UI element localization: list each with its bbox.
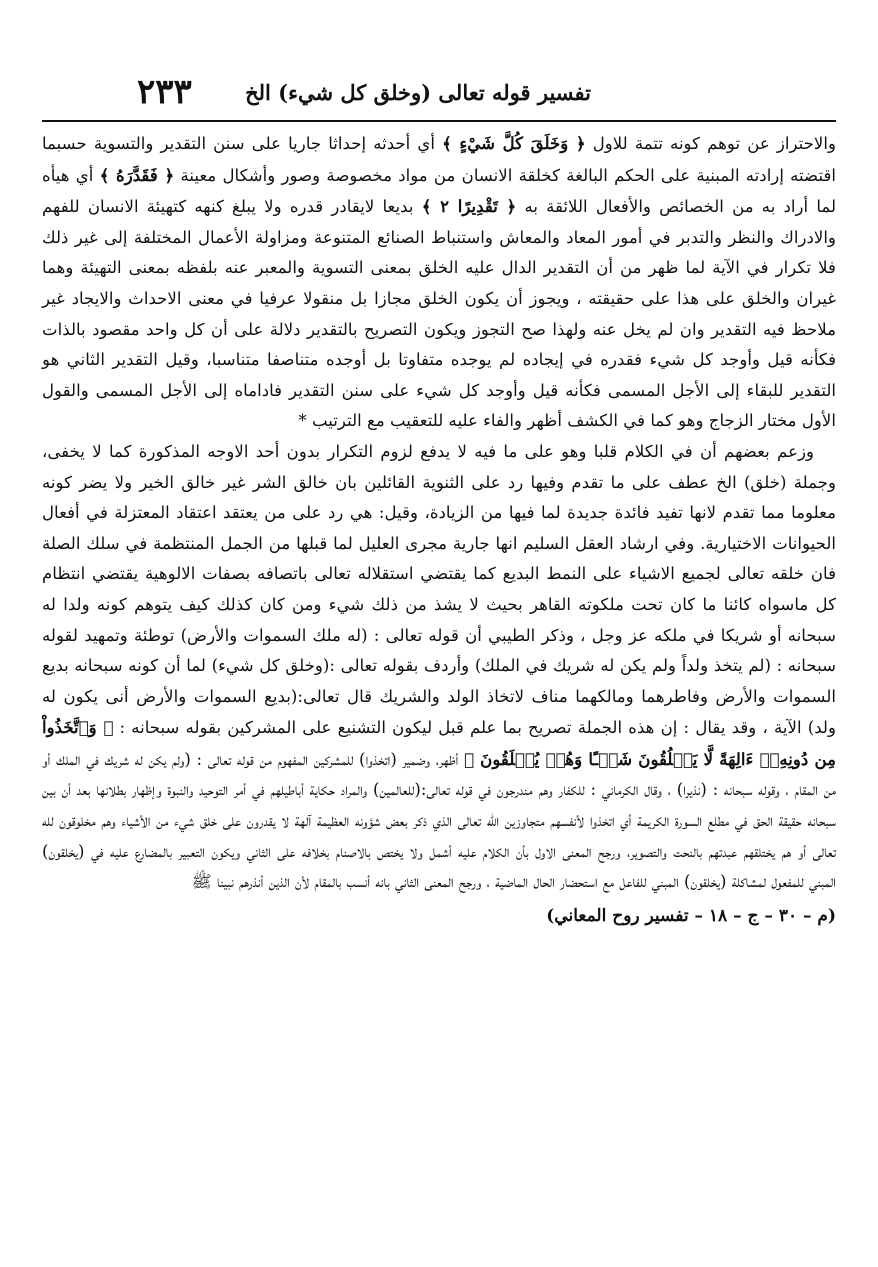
printer-signature: (م – ٣٠ – ج – ١٨ – تفسير روح المعاني) [546, 905, 836, 926]
text-run: أي هيأه لما أراد به من الخصائص والأفعال اللائقة به [42, 165, 837, 217]
running-title: تفسير قوله تعالى (وخلق كل شيء) الخ [245, 80, 591, 105]
page-number: ٢٣٣ [137, 72, 192, 112]
paragraph [42, 128, 836, 437]
quran-verse: ﴿ وَخَلَقَ كُلَّ شَيْءٍ ﴾ [442, 133, 586, 153]
text-run: والاحتراز عن توهم كونه تتمة للاول [585, 134, 836, 153]
text-run: وزعم بعضهم أن في الكلام قلبا وهو على ما فيه لا يدفع لزوم التكرار بدون أحد الاوجه المذكورة كما لا يخفى، وجملة (خلق) الخ عطف على ما تقدم وفيها رد على الثنوية القائلين بان خالق الشر غير خالق الخير ولا يضر كونه معلوما مما تقدم لانها تفيد فائدة جديدة لما فيها من الزيادة، وقيل: هي رد على من يعتقد اعتقاد المعتزلة في أفعال الحيوانات الاختيارية. وفي ارشاد العقل السليم انها جارية مجرى العليل لما قبلها من الجمل المنتظمة في سلك الصلة فان خلقه تعالى لجميع الاشياء على النمط البديع كما يقتضي استقلاله تعالى باتصافه بصفات الالوهية يقتضي انتظام كل ماسواه كائنا ما كان تحت ملكوته القاهر بحيث لا يشذ من ذلك شيء ومن كان كذلك كيف يتوهم كونه ولدا له سبحانه أو شريكا في ملكه عز وجل ، وذكر الطيبي أن قوله تعالى : (له ملك السموات والأرض) توطئة وتمهيد لقوله سبحانه : (لم يتخذ ولداً ولم يكن له شريك في الملك) وأردف بقوله تعالى :(وخلق كل شيء) لما أن كونه سبحانه بديع السموات والأرض وفاطرهما ومالكهما مناف لاتخاذ الولد والشريك قال تعالى:(بديع السموات والأرض أنى يكون له ولد) الآية ، وقد يقال : إن هذه الجملة تصريح بما علم قبل ليكون التشنيع على المشركين بقوله سبحانه : [42, 441, 836, 738]
text-run: أي أحدثه إحداثا جاريا على سنن التقدير والتسوية حسبما اقتضته إرادته المبنية على الحكم البالغة كخلقة الانسان من مواد مخصوصة وصور وأشكال معينة [42, 134, 836, 185]
text-run: أظهر، وضمير (اتخذوا) للمشركين المفهوم من قوله تعالى : (ولم يكن له شريك في الملك أو من المقام ، وقوله سبحانه : (نذيرا) ، وقال الكرماني : للكفار وهم مندرجون في قوله تعالى:(للعالمين) والمراد حكاية أباطيلهم في أمر التوحيد والنبوة وإظهار بطلانها بعد أن بين سبحانه حقيقة الحق في مطلع السورة الكريمة أي اتخذوا لأنفسهم متجاوزين الله تعالى الذي ذكر بعض شؤونه العظيمة آلهة لا يقدرون على خلق شيء من الأشياء وهم مخلوقون لله تعالى أو هم يختلقهم عبدتهم بالنحت والتصوير، ورجح المعنى الاول بأن الكلام عليه أشمل ولا يختص بالاصنام بخلافه على الثاني ويكون التعبير بالمضارع عليه في (يخلقون) المبني للمفعول لمشاكلة (يخلقون) المبني للفاعل مع استحضار الحال الماضية ، ورجح المعنى الثاني بانه أنسب بالمقام لأن الذين أنذرهم نبينا ﷺ [42, 749, 836, 892]
page-header [42, 70, 836, 122]
body-text [42, 128, 836, 898]
quran-verse: ﴿ تَقْدِيرًا ٢ ﴾ [421, 196, 517, 217]
paragraph [42, 437, 836, 898]
text-run: بديعا لايقادر قدره ولا يبلغ كنهه كتهيئة الانسان للفهم والادراك والنظر والتدبر في أمور المعاد والمعاش واستنباط الصنائع المتنوعة ومزاولة الأعمال المختلفة إلى غير ذلك فلا تكرار في الآية لما ظهر من أن التقدير الدال عليه الخلق بمعنى التسوية والمعبر عنه بلفظه بمعنى التهيئة وهما غيران والخلق على هذا على حقيقته ، ويجوز أن يكون الخلق مجازا بل منقولا عرفيا في معنى الاحداث والايجاد غير ملاحظ فيه التقدير وان لم يخل عنه ولهذا صح التجوز ويكون التصريح بالتقدير دلالة على أن كل واحد مقصود بالذات فكأنه قيل وأوجد كل شيء فقدره في إيجاده لم يوجده متفاوتا بل أوجده متناصفا متناسبا، وقيل التقدير الثاني هو التقدير للبقاء إلى الأجل المسمى فكأنه قيل وأوجد كل شيء على سنن التقدير فاداماه إلى الأجل المسمى والقول الأول مختار الزجاج وهو كما في الكشف أظهر والفاء عليه للتعقيب مع الترتيب * [42, 197, 836, 431]
quran-verse: ﴿ وَٱتَّخَذُواْ مِن دُونِهِۦٓ ءَالِهَةً لَّا يَخۡلُقُونَ شَيۡـًٔا وَهُمۡ يُخۡلَقُونَ ﴾ [42, 717, 836, 769]
quran-verse: ﴿ فَقَدَّرَهُ ﴾ [99, 164, 175, 185]
